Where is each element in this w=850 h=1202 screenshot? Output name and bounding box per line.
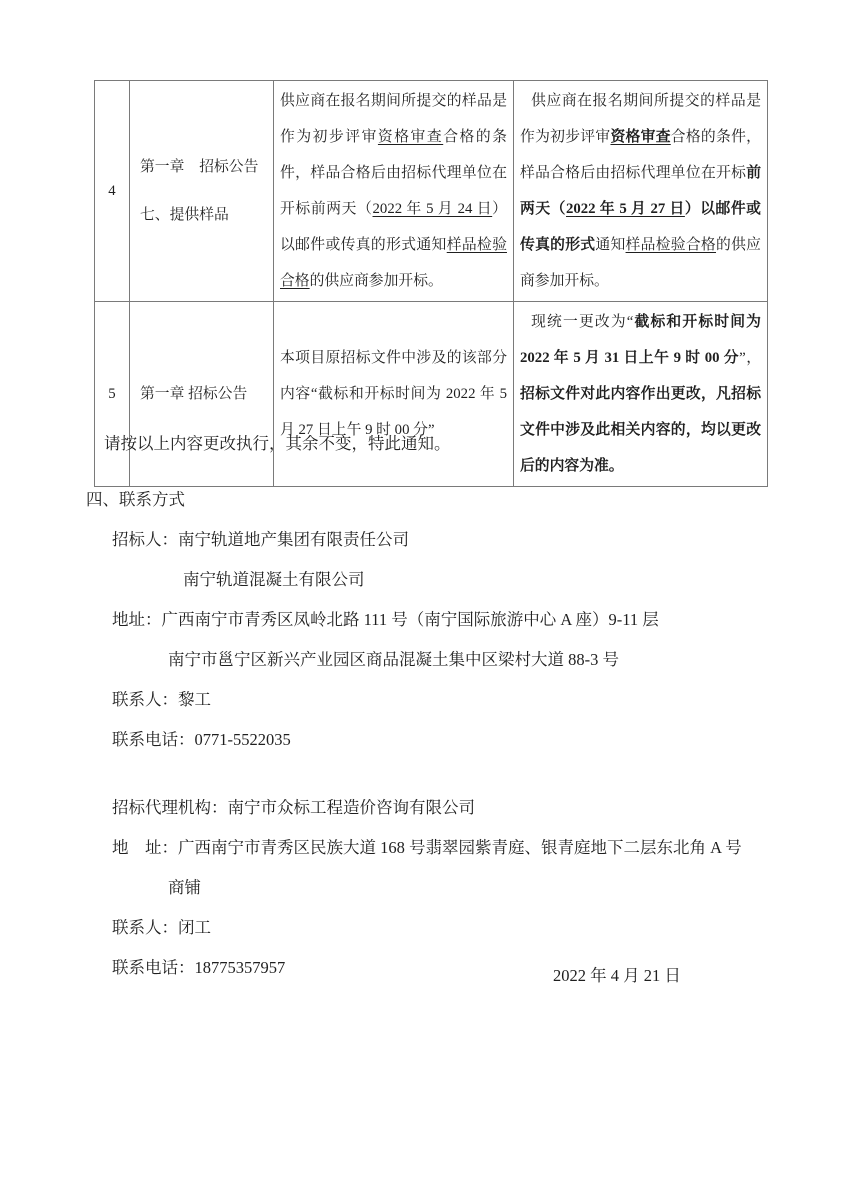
agency-address-line-1: 地 址：广西南宁市青秀区民族大道 168 号翡翠园紫青庭、银青庭地下二层东北角 A 号 xyxy=(112,838,742,857)
tenderer-name-line: 招标人：南宁轨道地产集团有限责任公司 xyxy=(112,530,409,549)
section-cell xyxy=(130,81,274,302)
agency-phone: 联系电话：18775357957 xyxy=(112,958,286,977)
tenderer-phone: 联系电话：0771-5522035 xyxy=(112,730,291,749)
notice-line: 请按以上内容更改执行，其余不变，特此通知。 xyxy=(104,434,451,453)
agency-name-line: 招标代理机构：南宁市众标工程造价咨询有限公司 xyxy=(112,798,475,817)
original-content-cell: 本项目原招标文件中涉及的该部分内容“截标和开标时间为 2022 年 5 月 27 日上午 9 时 00 分” xyxy=(274,302,514,487)
agency-address-line-2: 商铺 xyxy=(168,878,201,897)
document-date: 2022 年 4 月 21 日 xyxy=(553,966,681,985)
tenderer-contact-person: 联系人：黎工 xyxy=(112,690,211,709)
table-row xyxy=(95,302,768,487)
tenderer-address-line-1: 地址：广西南宁市青秀区凤岭北路 111 号（南宁国际旅游中心 A 座）9-11 层 xyxy=(112,610,659,629)
section-line: 第一章 招标公告 xyxy=(140,159,259,175)
original-content-cell: 供应商在报名期间所提交的样品是作为初步评审资格审查合格的条件，样品合格后由招标代理单位在开标前两天（2022 年 5 月 24 日）以邮件或传真的形式通知样品检验合格的供应商参加开标。 xyxy=(274,81,514,302)
tenderer-address-line-2: 南宁市邕宁区新兴产业园区商品混凝土集中区梁村大道 88-3 号 xyxy=(168,650,619,669)
row-number-cell: 5 xyxy=(95,302,130,487)
tenderer-company-line-2: 南宁轨道混凝土有限公司 xyxy=(183,570,365,589)
table-row xyxy=(95,81,768,302)
section-line: 七、提供样品 xyxy=(140,207,229,223)
change-table xyxy=(94,80,768,487)
section-cell xyxy=(130,302,274,487)
contact-section xyxy=(86,480,776,988)
changed-content-cell: 现统一更改为“截标和开标时间为 2022 年 5 月 31 日上午 9 时 00 分”，招标文件对此内容作出更改，凡招标文件中涉及此相关内容的，均以更改后的内容为准。 xyxy=(514,302,768,487)
section-line: 第一章 招标公告 xyxy=(140,386,248,402)
row-number-cell: 4 xyxy=(95,81,130,302)
contact-heading: 四、联系方式 xyxy=(86,490,185,509)
changed-content-cell: 供应商在报名期间所提交的样品是作为初步评审资格审查合格的条件，样品合格后由招标代理单位在开标前两天（2022 年 5 月 27 日）以邮件或传真的形式通知样品检验合格的供应商参加开标。 xyxy=(514,81,768,302)
agency-contact-person: 联系人：闭工 xyxy=(112,918,211,937)
